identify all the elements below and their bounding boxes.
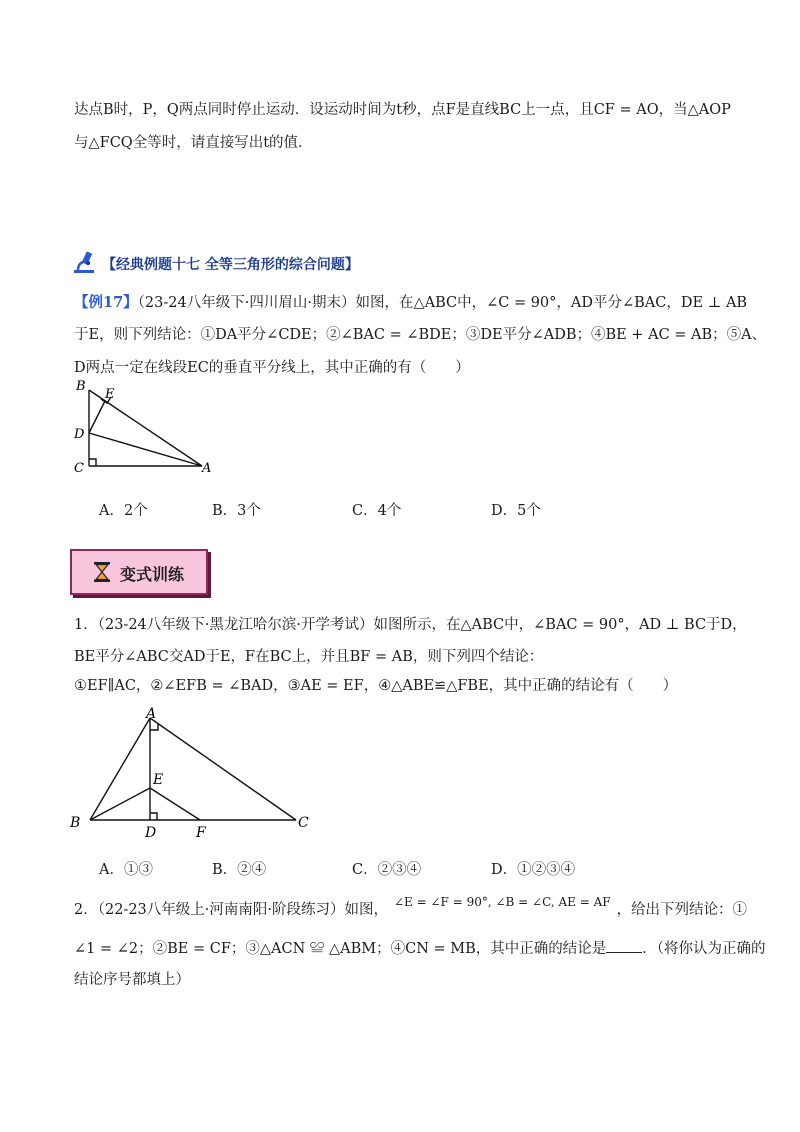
- right-angle-c: [89, 459, 96, 466]
- option-d: D．5个: [491, 503, 541, 519]
- example-label: 【例17】: [74, 294, 138, 311]
- fig-label-d: D: [74, 427, 85, 442]
- q1-figure: [66, 700, 326, 840]
- q2-text-1a: 2．（22-23八年级上·河南南阳·阶段练习）如图，: [74, 902, 388, 918]
- problem-continuation-line1: 达点B时，P，Q两点同时停止运动．设运动时间为t秒，点F是直线BC上一点，且CF = AO，当△AOP: [74, 102, 731, 118]
- example17-text1: （23-24八年级下·四川眉山·期末）如图，在△ABC中，∠C = 90°，AD平分∠BAC，DE ⊥ AB: [137, 295, 748, 311]
- q2-text-2b: ．（将你认为正确的: [642, 941, 766, 957]
- variant-training-banner: [70, 549, 208, 595]
- option-b: B．3个: [212, 503, 261, 519]
- q2-line1: [74, 895, 748, 919]
- fig-label-a: A: [202, 461, 212, 476]
- segment-da: [89, 433, 202, 466]
- fig1-label-d: D: [145, 825, 157, 840]
- fig-label-e: E: [105, 387, 115, 402]
- q2-text-1c: ，给出下列结论：①: [616, 902, 748, 918]
- example17-figure: [70, 378, 220, 478]
- q1-line3: ①EF∥AC，②∠EFB = ∠BAD，③AE = EF，④△ABE≌△FBE，其中正确的结论有（ ）: [74, 678, 678, 694]
- option-c: C．4个: [352, 503, 402, 519]
- section-title: 【经典例题十七 全等三角形的综合问题】: [102, 257, 359, 273]
- q1-line1: 1．（23-24八年级下·黑龙江哈尔滨·开学考试）如图所示，在△ABC中，∠BAC = 90°，AD ⊥ BC于D，: [74, 617, 747, 633]
- q2-conditions: ∠E = ∠F = 90°, ∠B = ∠C, AE = AF: [394, 895, 611, 909]
- segment-de: [89, 401, 105, 433]
- problem-continuation-line2: 与△FCQ全等时，请直接写出t的值．: [74, 135, 313, 151]
- fig1-label-a: A: [146, 706, 157, 722]
- fig1-label-f: F: [196, 825, 206, 840]
- fig1-label-b: B: [70, 815, 81, 831]
- answer-blank[interactable]: [606, 940, 642, 953]
- example17-line3: D两点一定在线段EC的垂直平分线上，其中正确的有（ ）: [74, 360, 470, 376]
- right-angle-d: [150, 813, 157, 820]
- fig-label-c: C: [74, 461, 84, 476]
- right-angle-a: [150, 724, 158, 730]
- hourglass-icon: [92, 561, 112, 583]
- q2-text-2a: ∠1 = ∠2；②BE = CF；③△ACN ≌ △ABM；④CN = MB，其中正确的结论是: [74, 941, 607, 957]
- example17-line2: 于E，则下列结论：①DA平分∠CDE；②∠BAC = ∠BDE；③DE平分∠ADB；④BE + AC = AB；⑤A、: [74, 327, 767, 343]
- q1-option-d: D．①②③④: [491, 862, 576, 878]
- q2-line2: [74, 937, 766, 958]
- fig1-label-e: E: [153, 772, 164, 788]
- fig-label-b: B: [76, 379, 86, 394]
- q1-line2: BE平分∠ABC交AD于E，F在BC上，并且BF = AB，则下列四个结论：: [74, 649, 544, 665]
- microscope-icon: [72, 250, 98, 274]
- q1-option-c: C．②③④: [352, 862, 422, 878]
- q2-line3: 结论序号都填上）: [74, 972, 190, 988]
- example17-line1: [74, 291, 747, 312]
- variant-training-title: 变式训练: [120, 565, 185, 584]
- q1-option-a: A．①③: [99, 862, 153, 878]
- segment-ac: [150, 718, 296, 820]
- fig1-label-c: C: [298, 815, 309, 831]
- q1-option-b: B．②④: [212, 862, 267, 878]
- option-a: A．2个: [99, 503, 148, 519]
